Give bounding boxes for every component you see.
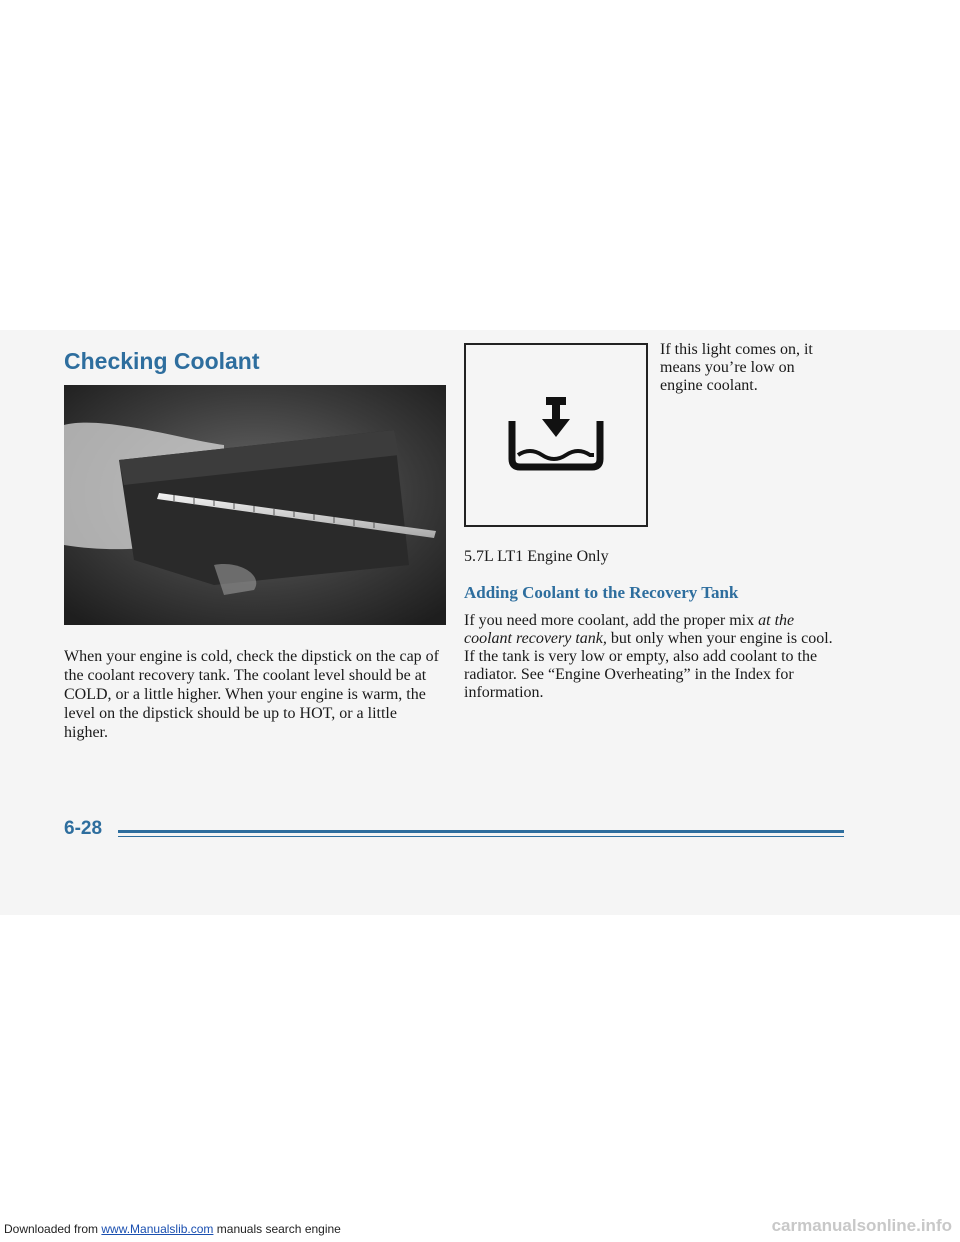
footer-rule-thin bbox=[118, 836, 844, 837]
adding-coolant-text-1: If you need more coolant, add the proper mix bbox=[464, 612, 759, 629]
adding-coolant-text-2: but only when your engine is cool. If the tank is very low or empty, also add coolant to the radiator. See “Engine Overheating” in the Index for information. bbox=[464, 630, 833, 701]
section-title: Checking Coolant bbox=[64, 348, 260, 374]
warning-light-caption: If this light comes on, it means you’re low on engine coolant. bbox=[660, 341, 813, 394]
download-footer bbox=[4, 1222, 341, 1236]
adding-coolant-body bbox=[464, 612, 844, 702]
warning-light-box bbox=[464, 343, 648, 527]
footer-rule-thick bbox=[118, 830, 844, 833]
footer-suffix: manuals search engine bbox=[213, 1222, 341, 1236]
footer-prefix: Downloaded from bbox=[4, 1222, 102, 1236]
dipstick-photo bbox=[64, 385, 446, 625]
watermark: carmanualsonline.info bbox=[771, 1216, 952, 1235]
checking-coolant-body: When your engine is cold, check the dipstick on the cap of the coolant recovery tank. The coolant level should be at COLD, or a little higher. When your engine is warm, the level on the dipstick should be up to HOT, or a little higher. bbox=[64, 648, 439, 741]
engine-note: 5.7L LT1 Engine Only bbox=[464, 548, 609, 565]
subsection-title: Adding Coolant to the Recovery Tank bbox=[464, 583, 739, 602]
adding-coolant-emphasis: at the coolant recovery tank, bbox=[464, 612, 795, 647]
manualslib-link[interactable]: www.Manualslib.com bbox=[101, 1222, 214, 1236]
coolant-level-icon bbox=[508, 397, 604, 477]
page-number: 6-28 bbox=[64, 818, 103, 839]
